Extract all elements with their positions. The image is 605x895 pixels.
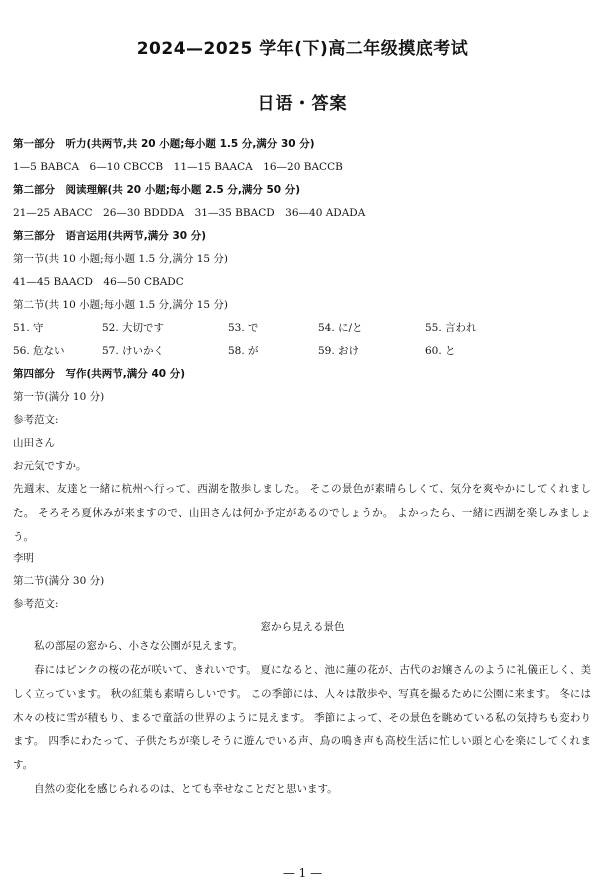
answer-item: 54. に/と <box>318 322 363 334</box>
answer-item: 56. 危ない <box>13 345 65 357</box>
letter-salutation: 山田さん <box>13 437 55 449</box>
answer-item: 57. けいかく <box>102 345 165 357</box>
part2-answers: 21—25 ABACC 26—30 BDDDA 31—35 BBACD 36—40 ADADA <box>13 207 366 219</box>
essay-title: 窓から見える景色 <box>260 621 345 633</box>
answer-item: 51. 守 <box>13 322 44 334</box>
letter-signature: 李明 <box>13 552 34 564</box>
answer-item: 59. おけ <box>318 345 360 357</box>
part4-section2-heading: 第二节(满分 30 分) <box>13 575 105 587</box>
part3-section1-answers: 41—45 BAACD 46—50 CBADC <box>13 276 184 288</box>
answer-item: 58. が <box>228 345 259 357</box>
answer-item: 55. 言われ <box>425 322 477 334</box>
letter-body: 先週末、友達と一緒に杭州へ行って、西湖を散歩しました。 そこの景色が素晴らしくて、気分を爽やかにしてくれました。 そろそろ夏休みが来ますので、山田さんは何か予定があるのでしょうか。 よかったら、一緒に西湖を楽しみましょう。 <box>13 483 591 543</box>
essay-paragraph: 自然の変化を感じられるのは、とても幸せなことだと思います。 <box>34 783 338 795</box>
sample-label: 参考范文: <box>13 414 59 426</box>
essay-paragraph: 私の部屋の窓から、小さな公園が見えます。 <box>34 640 244 652</box>
exam-subtitle: 日语・答案 <box>257 94 348 114</box>
essay-paragraph: 春にはピンクの桜の花が咲いて、きれいです。 夏になると、池に蓮の花が、古代のお嬢さんのように礼儀正しく、美しく立っています。 秋の紅葉も素晴らしいです。 この季節には、人々は散歩や、写真を撮るために公園に来ます。 冬には木々の枝に雪が積もり、まるで童話の世界のように見えます。 季節によって、その景色を眺めている私の気持ちも変わります。 四季にわたって、子供たちが楽しそうに遊んでいる声、鳥の鳴き声も高校生活に忙しい頭と心を楽にしてくれます。 <box>13 664 591 772</box>
part2-heading: 第二部分 阅读理解(共 20 小题;每小题 2.5 分,满分 50 分) <box>13 184 301 196</box>
sample-label: 参考范文: <box>13 598 59 610</box>
part3-section1-heading: 第一节(共 10 小题;每小题 1.5 分,满分 15 分) <box>13 253 229 265</box>
part4-section1-heading: 第一节(满分 10 分) <box>13 391 105 403</box>
answer-item: 53. で <box>228 322 259 334</box>
part3-section2-heading: 第二节(共 10 小题;每小题 1.5 分,满分 15 分) <box>13 299 229 311</box>
letter-greeting: お元気ですか。 <box>13 460 87 472</box>
part3-heading: 第三部分 语言运用(共两节,满分 30 分) <box>13 230 207 242</box>
part1-answers: 1—5 BABCA 6—10 CBCCB 11—15 BAACA 16—20 BACCB <box>13 161 343 173</box>
exam-title: 2024—2025 学年(下)高二年级摸底考试 <box>136 39 469 59</box>
answer-item: 60. と <box>425 345 456 357</box>
part4-heading: 第四部分 写作(共两节,满分 40 分) <box>13 368 186 380</box>
page-number: — 1 — <box>282 866 323 880</box>
part1-heading: 第一部分 听力(共两节,共 20 小题;每小题 1.5 分,满分 30 分) <box>13 138 315 150</box>
answer-item: 52. 大切です <box>102 322 165 334</box>
